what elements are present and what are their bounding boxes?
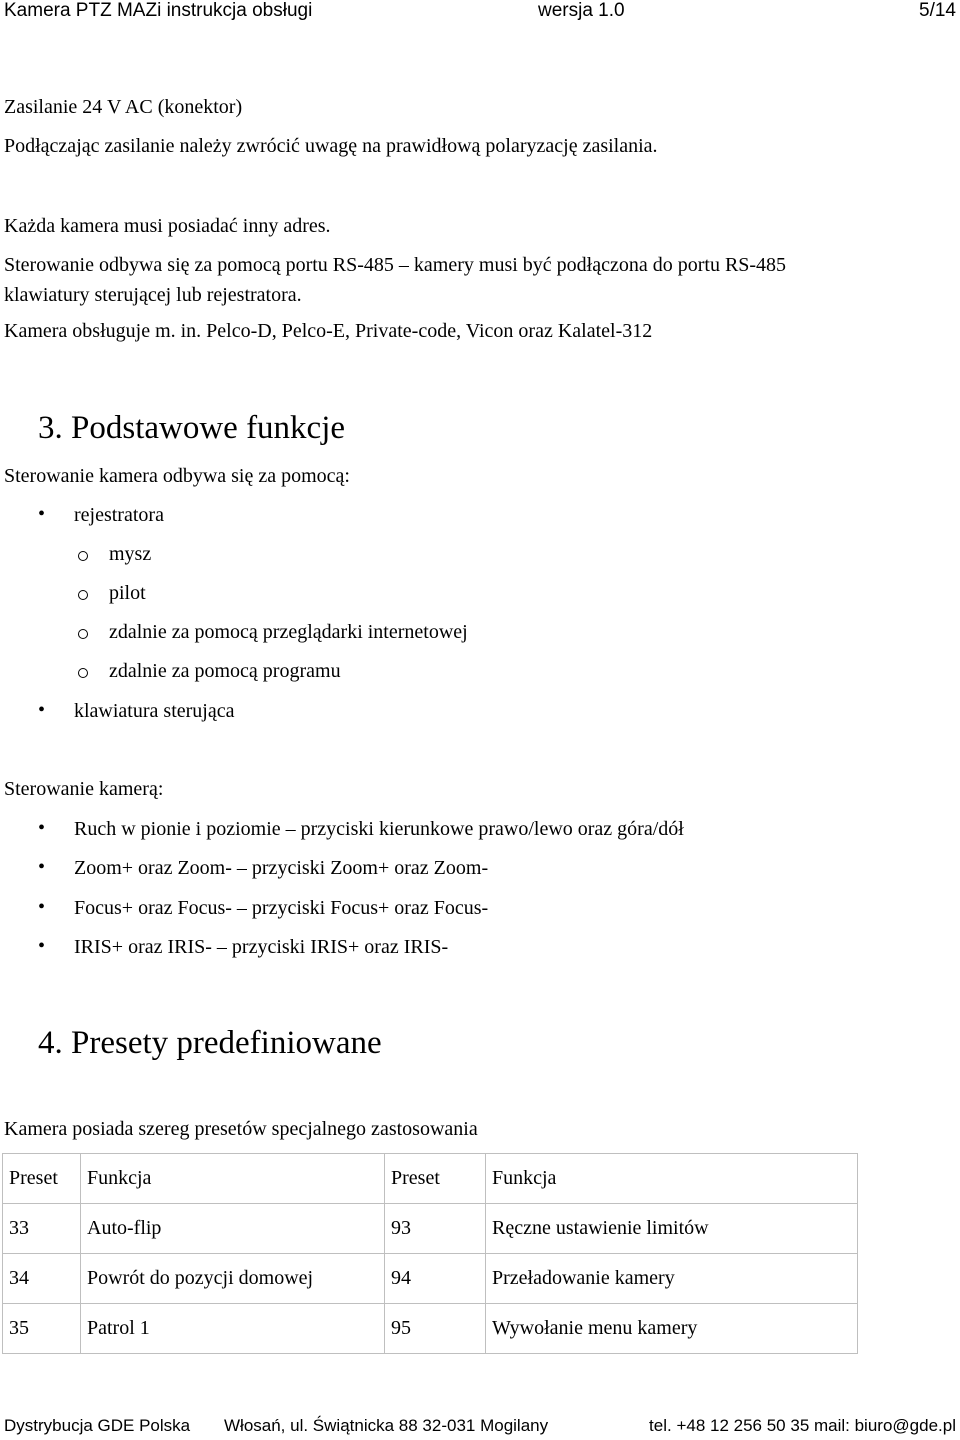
page-number: 5/14 (919, 0, 956, 21)
bullet-circle-icon (78, 668, 88, 678)
bullet-circle-icon (78, 590, 88, 600)
section-heading: 4. Presety predefiniowane (38, 1025, 382, 1061)
section-intro: Kamera posiada szereg presetów specjalnego zastosowania (4, 1118, 478, 1140)
intro-line: Każda kamera musi posiadać inny adres. (4, 215, 331, 237)
control-label: Sterowanie kamerą: (4, 778, 164, 800)
list-item: pilot (109, 582, 146, 604)
table-cell: 35 (3, 1304, 81, 1354)
bullet-dot-icon: • (38, 896, 46, 918)
list-item: mysz (109, 543, 152, 565)
table-cell: 95 (385, 1304, 486, 1354)
page-header (4, 0, 956, 24)
document-version: wersja 1.0 (538, 0, 625, 21)
bullet-dot-icon: • (38, 935, 46, 957)
table-row (3, 1204, 858, 1254)
footer-contact: tel. +48 12 256 50 35 mail: biuro@gde.pl (649, 1416, 956, 1435)
table-cell: 34 (3, 1254, 81, 1304)
table-header-cell: Funkcja (81, 1154, 385, 1204)
table-cell: Ręczne ustawienie limitów (486, 1204, 858, 1254)
bullet-dot-icon: • (38, 699, 46, 721)
table-header-cell: Preset (385, 1154, 486, 1204)
bullet-dot-icon: • (38, 817, 46, 839)
bullet-dot-icon: • (38, 503, 46, 525)
intro-line: Podłączając zasilanie należy zwrócić uwagę na prawidłową polaryzację zasilania. (4, 135, 658, 157)
footer-company: Dystrybucja GDE Polska (4, 1416, 191, 1435)
table-cell: 33 (3, 1204, 81, 1254)
preset-table (2, 1153, 858, 1354)
bullet-dot-icon: • (38, 856, 46, 878)
table-row (3, 1304, 858, 1354)
list-item: IRIS+ oraz IRIS- – przyciski IRIS+ oraz IRIS- (74, 936, 449, 958)
list-item: Ruch w pionie i poziomie – przyciski kierunkowe prawo/lewo oraz góra/dół (74, 818, 684, 840)
list-item: Focus+ oraz Focus- – przyciski Focus+ oraz Focus- (74, 897, 489, 919)
list-item: Zoom+ oraz Zoom- – przyciski Zoom+ oraz Zoom- (74, 857, 489, 879)
table-header-cell: Preset (3, 1154, 81, 1204)
list-item: rejestratora (74, 504, 164, 526)
list-item: zdalnie za pomocą przeglądarki internetowej (109, 621, 468, 643)
intro-line: Kamera obsługuje m. in. Pelco-D, Pelco-E, Private-code, Vicon oraz Kalatel-312 (4, 320, 653, 342)
footer-address: Włosań, ul. Świątnicka 88 32-031 Mogilany (224, 1416, 549, 1435)
table-cell: 94 (385, 1254, 486, 1304)
table-cell: Patrol 1 (81, 1304, 385, 1354)
bullet-circle-icon (78, 629, 88, 639)
bullet-circle-icon (78, 551, 88, 561)
table-cell: Wywołanie menu kamery (486, 1304, 858, 1354)
intro-line: Sterowanie odbywa się za pomocą portu RS-485 – kamery musi być podłączona do portu RS-485 (4, 254, 787, 276)
table-cell: Przeładowanie kamery (486, 1254, 858, 1304)
intro-line: klawiatury sterującej lub rejestratora. (4, 284, 302, 306)
table-row (3, 1254, 858, 1304)
table-cell: Powrót do pozycji domowej (81, 1254, 385, 1304)
table-cell: Auto-flip (81, 1204, 385, 1254)
table-cell: 93 (385, 1204, 486, 1254)
list-item: zdalnie za pomocą programu (109, 660, 341, 682)
table-header-cell: Funkcja (486, 1154, 858, 1204)
section-heading: 3. Podstawowe funkcje (38, 410, 346, 446)
list-item: klawiatura sterująca (74, 700, 235, 722)
table-header-row (3, 1154, 858, 1204)
intro-line: Zasilanie 24 V AC (konektor) (4, 96, 243, 118)
section-intro: Sterowanie kamera odbywa się za pomocą: (4, 465, 350, 487)
document-title: Kamera PTZ MAZi instrukcja obsługi (4, 0, 313, 21)
